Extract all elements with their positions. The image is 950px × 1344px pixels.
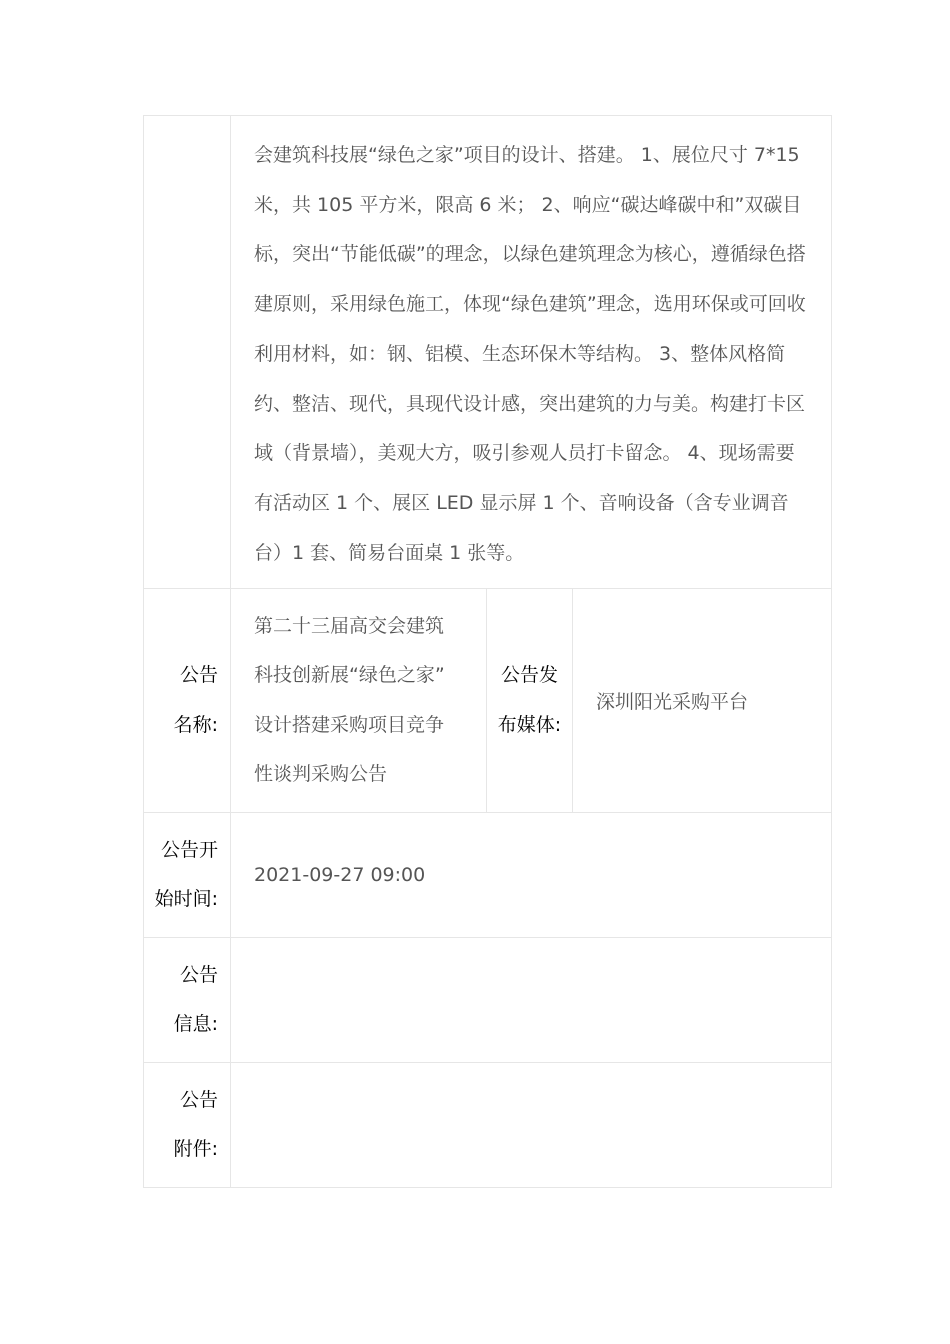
attachment-label: 公告 附件: bbox=[144, 1063, 231, 1188]
publish-media-value: 深圳阳光采购平台 bbox=[573, 589, 832, 813]
project-description: 会建筑科技展“绿色之家”项目的设计、搭建。 1、展位尺寸 7*15 米，共 105 平方米，限高 6 米； 2、响应“碳达峰碳中和”双碳目标，突出“节能低碳”的理念，以绿色建筑理念为核心，遵循绿色搭建原则，采用绿色施工，体现“绿色建筑”理念，选用环保或可回收利用材料，如：钢、铝模、生态环保木等结构。 3、整体风格简约、整洁、现代，具现代设计感，突出建筑的力与美。构建打卡区域（背景墙），美观大方，吸引参观人员打卡留念。 4、现场需要有活动区 1 个、展区 LED 显示屏 1 个、音响设备（含专业调音台）1 套、简易台面桌 1 张等。 bbox=[231, 116, 832, 589]
description-row bbox=[144, 116, 832, 589]
publish-media-label: 公告发 布媒体: bbox=[487, 589, 573, 813]
info-row bbox=[144, 938, 832, 1063]
attachment-value bbox=[231, 1063, 832, 1188]
announcement-name-row bbox=[144, 589, 832, 813]
announcement-table bbox=[143, 115, 832, 1188]
info-label: 公告 信息: bbox=[144, 938, 231, 1063]
announcement-name-label: 公告 名称: bbox=[144, 589, 231, 813]
start-time-row bbox=[144, 813, 832, 938]
description-label-cell bbox=[144, 116, 231, 589]
announcement-name-value: 第二十三届高交会建筑 科技创新展“绿色之家” 设计搭建采购项目竞争 性谈判采购公告 bbox=[231, 589, 487, 813]
start-time-label: 公告开 始时间: bbox=[144, 813, 231, 938]
start-time-value: 2021-09-27 09:00 bbox=[231, 813, 832, 938]
info-value bbox=[231, 938, 832, 1063]
attachment-row bbox=[144, 1063, 832, 1188]
